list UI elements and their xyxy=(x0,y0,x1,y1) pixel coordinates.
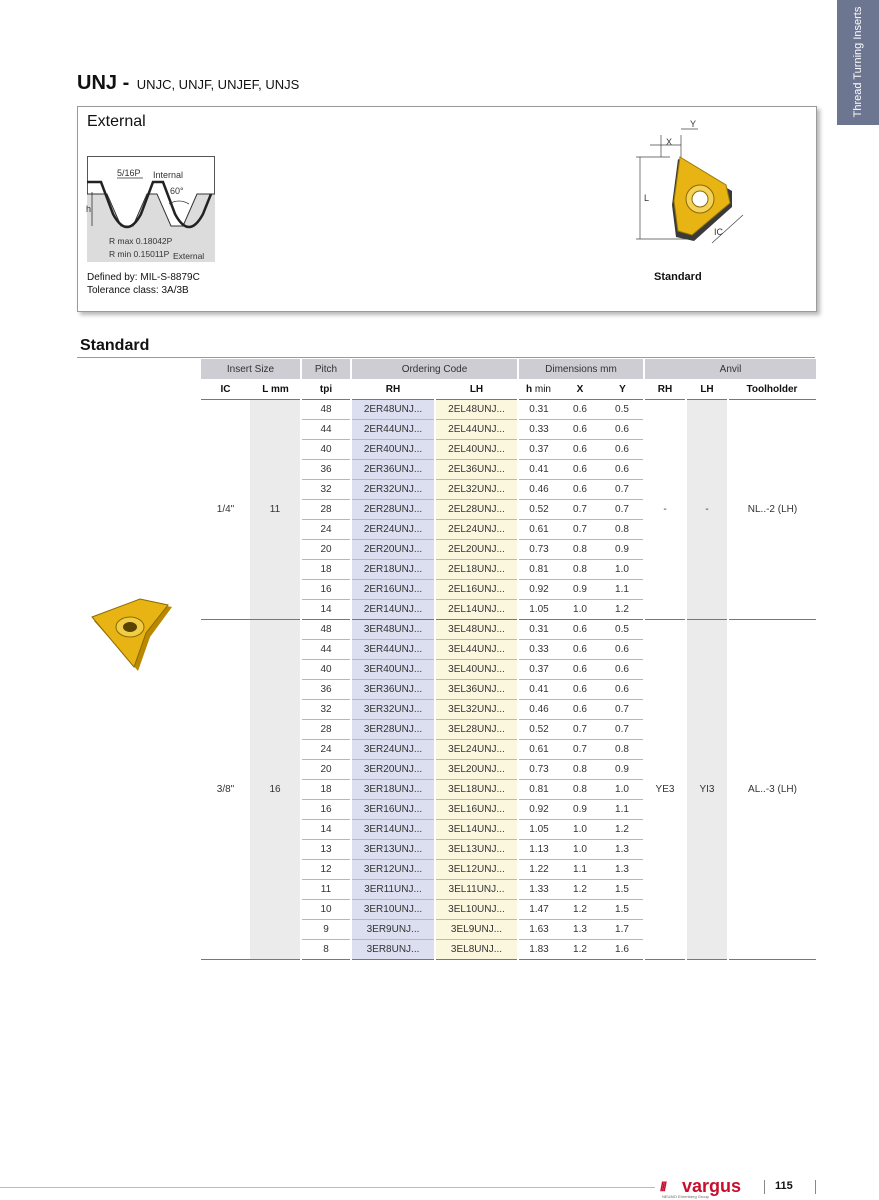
h-min-cell: 0.41 xyxy=(518,460,559,480)
hdr-anvil: Anvil xyxy=(644,359,816,379)
x-cell: 1.2 xyxy=(559,940,601,960)
thread-profile-diagram xyxy=(87,156,215,262)
x-cell: 0.6 xyxy=(559,660,601,680)
h-min-cell: 0.46 xyxy=(518,700,559,720)
lh-code-cell: 3EL9UNJ... xyxy=(435,920,518,940)
profile-rmin-label: R min 0.15011P xyxy=(109,249,170,259)
col-lh: LH xyxy=(435,379,518,400)
profile-external-label: External xyxy=(173,251,205,261)
h-min-cell: 1.05 xyxy=(518,600,559,620)
x-cell: 0.6 xyxy=(559,700,601,720)
ic-cell: 1/4" xyxy=(201,400,250,620)
rh-code-cell: 3ER11UNJ... xyxy=(351,880,435,900)
toolholder-cell: AL..-3 (LH) xyxy=(728,620,816,960)
col-x: X xyxy=(559,379,601,400)
tpi-cell: 28 xyxy=(301,500,351,520)
section-divider xyxy=(77,357,815,358)
tpi-cell: 18 xyxy=(301,780,351,800)
tpi-cell: 40 xyxy=(301,660,351,680)
y-cell: 0.9 xyxy=(601,760,644,780)
group-header-row xyxy=(201,359,816,379)
h-min-cell: 0.61 xyxy=(518,740,559,760)
insert-dimension-diagram xyxy=(628,115,778,255)
h-min-cell: 0.31 xyxy=(518,620,559,640)
rh-code-cell: 2ER18UNJ... xyxy=(351,560,435,580)
x-cell: 1.2 xyxy=(559,880,601,900)
h-min-cell: 0.92 xyxy=(518,800,559,820)
y-cell: 0.7 xyxy=(601,700,644,720)
x-cell: 0.6 xyxy=(559,640,601,660)
lh-code-cell: 3EL12UNJ... xyxy=(435,860,518,880)
h-min-cell: 0.31 xyxy=(518,400,559,420)
y-cell: 1.0 xyxy=(601,560,644,580)
tpi-cell: 8 xyxy=(301,940,351,960)
section-title: Standard xyxy=(80,337,150,354)
hdr-insert-size: Insert Size xyxy=(201,359,301,379)
rh-code-cell: 3ER44UNJ... xyxy=(351,640,435,660)
lh-code-cell: 2EL44UNJ... xyxy=(435,420,518,440)
tpi-cell: 24 xyxy=(301,740,351,760)
rh-code-cell: 2ER20UNJ... xyxy=(351,540,435,560)
h-min-cell: 0.61 xyxy=(518,520,559,540)
tpi-cell: 24 xyxy=(301,520,351,540)
h-min-cell: 1.22 xyxy=(518,860,559,880)
y-cell: 0.7 xyxy=(601,480,644,500)
page-separator xyxy=(764,1180,765,1194)
h-min-cell: 0.81 xyxy=(518,780,559,800)
logo-mark: /// xyxy=(660,1179,665,1194)
col-rh: RH xyxy=(351,379,435,400)
h-min-cell: 1.13 xyxy=(518,840,559,860)
x-cell: 1.2 xyxy=(559,900,601,920)
rh-code-cell: 3ER24UNJ... xyxy=(351,740,435,760)
logo-tagline: NEUMO Ehrenberg Group xyxy=(662,1194,709,1199)
profile-angle-label: 60° xyxy=(170,186,184,196)
rh-code-cell: 3ER18UNJ... xyxy=(351,780,435,800)
title-main: UNJ - xyxy=(77,72,135,94)
external-heading: External xyxy=(87,113,146,130)
y-cell: 1.1 xyxy=(601,580,644,600)
rh-code-cell: 2ER16UNJ... xyxy=(351,580,435,600)
tpi-cell: 20 xyxy=(301,540,351,560)
lh-code-cell: 2EL18UNJ... xyxy=(435,560,518,580)
lh-code-cell: 3EL8UNJ... xyxy=(435,940,518,960)
col-lmm: L mm xyxy=(250,379,301,400)
tpi-cell: 32 xyxy=(301,480,351,500)
profile-h-label: h xyxy=(86,204,92,214)
page-number: 115 xyxy=(775,1180,793,1192)
y-cell: 0.6 xyxy=(601,660,644,680)
lh-code-cell: 3EL36UNJ... xyxy=(435,680,518,700)
x-cell: 0.8 xyxy=(559,560,601,580)
y-cell: 1.1 xyxy=(601,800,644,820)
lh-code-cell: 2EL40UNJ... xyxy=(435,440,518,460)
x-cell: 0.6 xyxy=(559,680,601,700)
rh-code-cell: 2ER48UNJ... xyxy=(351,400,435,420)
y-cell: 1.2 xyxy=(601,820,644,840)
y-cell: 1.3 xyxy=(601,840,644,860)
x-cell: 0.9 xyxy=(559,800,601,820)
lh-code-cell: 2EL32UNJ... xyxy=(435,480,518,500)
rh-code-cell: 2ER36UNJ... xyxy=(351,460,435,480)
h-min-cell: 0.73 xyxy=(518,760,559,780)
anvil-lh-cell: YI3 xyxy=(686,620,728,960)
lh-code-cell: 2EL24UNJ... xyxy=(435,520,518,540)
page-title xyxy=(77,72,299,95)
rh-code-cell: 3ER12UNJ... xyxy=(351,860,435,880)
lh-code-cell: 3EL13UNJ... xyxy=(435,840,518,860)
definition-text xyxy=(87,271,200,297)
rh-code-cell: 2ER44UNJ... xyxy=(351,420,435,440)
lh-code-cell: 3EL14UNJ... xyxy=(435,820,518,840)
x-cell: 1.3 xyxy=(559,920,601,940)
rh-code-cell: 2ER24UNJ... xyxy=(351,520,435,540)
lh-code-cell: 3EL10UNJ... xyxy=(435,900,518,920)
anvil-rh-cell: - xyxy=(644,400,686,620)
y-cell: 0.6 xyxy=(601,420,644,440)
tpi-cell: 10 xyxy=(301,900,351,920)
y-cell: 0.6 xyxy=(601,680,644,700)
x-cell: 1.0 xyxy=(559,840,601,860)
h-min-cell: 0.46 xyxy=(518,480,559,500)
insert-photo xyxy=(88,593,178,673)
profile-internal-label: Internal xyxy=(153,170,184,180)
x-cell: 0.6 xyxy=(559,400,601,420)
h-min-cell: 1.47 xyxy=(518,900,559,920)
col-hmin-h: h xyxy=(525,383,533,395)
y-cell: 0.6 xyxy=(601,460,644,480)
table-row xyxy=(201,400,816,420)
profile-pitch-label: 5/16P xyxy=(117,168,141,178)
tpi-cell: 20 xyxy=(301,760,351,780)
y-cell: 0.6 xyxy=(601,640,644,660)
lh-code-cell: 2EL36UNJ... xyxy=(435,460,518,480)
tpi-cell: 14 xyxy=(301,600,351,620)
col-hmin-min: min xyxy=(532,383,551,395)
x-cell: 0.8 xyxy=(559,760,601,780)
lh-code-cell: 3EL40UNJ... xyxy=(435,660,518,680)
lh-code-cell: 2EL16UNJ... xyxy=(435,580,518,600)
l-cell: 16 xyxy=(250,620,301,960)
anvil-rh-cell: YE3 xyxy=(644,620,686,960)
h-min-cell: 0.52 xyxy=(518,500,559,520)
tpi-cell: 44 xyxy=(301,640,351,660)
y-cell: 0.8 xyxy=(601,740,644,760)
x-cell: 0.7 xyxy=(559,500,601,520)
tpi-cell: 16 xyxy=(301,580,351,600)
h-min-cell: 0.33 xyxy=(518,420,559,440)
lh-code-cell: 3EL44UNJ... xyxy=(435,640,518,660)
tpi-cell: 14 xyxy=(301,820,351,840)
side-tab-label: Thread Turning Inserts xyxy=(852,6,864,118)
h-min-cell: 0.37 xyxy=(518,440,559,460)
l-cell: 11 xyxy=(250,400,301,620)
y-cell: 1.6 xyxy=(601,940,644,960)
y-cell: 0.8 xyxy=(601,520,644,540)
hdr-pitch: Pitch xyxy=(301,359,351,379)
hdr-ordering-code: Ordering Code xyxy=(351,359,518,379)
x-cell: 0.6 xyxy=(559,440,601,460)
rh-code-cell: 3ER28UNJ... xyxy=(351,720,435,740)
rh-code-cell: 3ER16UNJ... xyxy=(351,800,435,820)
col-tpi: tpi xyxy=(301,379,351,400)
h-min-cell: 1.63 xyxy=(518,920,559,940)
anvil-lh-cell: - xyxy=(686,400,728,620)
y-cell: 0.6 xyxy=(601,440,644,460)
tpi-cell: 16 xyxy=(301,800,351,820)
lh-code-cell: 3EL32UNJ... xyxy=(435,700,518,720)
page-separator-right xyxy=(815,1180,816,1194)
x-cell: 0.6 xyxy=(559,620,601,640)
x-cell: 0.9 xyxy=(559,580,601,600)
rh-code-cell: 3ER32UNJ... xyxy=(351,700,435,720)
y-cell: 1.2 xyxy=(601,600,644,620)
tpi-cell: 18 xyxy=(301,560,351,580)
y-cell: 1.3 xyxy=(601,860,644,880)
rh-code-cell: 2ER32UNJ... xyxy=(351,480,435,500)
standard-caption: Standard xyxy=(654,271,702,283)
insert-y-label: Y xyxy=(690,119,697,129)
spec-table xyxy=(201,359,816,960)
col-anvil-lh: LH xyxy=(686,379,728,400)
lh-code-cell: 3EL48UNJ... xyxy=(435,620,518,640)
lh-code-cell: 2EL48UNJ... xyxy=(435,400,518,420)
col-anvil-rh: RH xyxy=(644,379,686,400)
y-cell: 0.5 xyxy=(601,400,644,420)
tpi-cell: 13 xyxy=(301,840,351,860)
x-cell: 0.6 xyxy=(559,460,601,480)
lh-code-cell: 2EL28UNJ... xyxy=(435,500,518,520)
x-cell: 0.8 xyxy=(559,780,601,800)
lh-code-cell: 3EL28UNJ... xyxy=(435,720,518,740)
tpi-cell: 12 xyxy=(301,860,351,880)
h-min-cell: 1.33 xyxy=(518,880,559,900)
rh-code-cell: 3ER36UNJ... xyxy=(351,680,435,700)
y-cell: 0.7 xyxy=(601,500,644,520)
lh-code-cell: 2EL14UNJ... xyxy=(435,600,518,620)
x-cell: 1.0 xyxy=(559,820,601,840)
rh-code-cell: 2ER28UNJ... xyxy=(351,500,435,520)
rh-code-cell: 3ER14UNJ... xyxy=(351,820,435,840)
tpi-cell: 28 xyxy=(301,720,351,740)
toolholder-cell: NL..-2 (LH) xyxy=(728,400,816,620)
y-cell: 0.9 xyxy=(601,540,644,560)
tpi-cell: 40 xyxy=(301,440,351,460)
defined-by: Defined by: MIL-S-8879C xyxy=(87,272,200,283)
h-min-cell: 1.05 xyxy=(518,820,559,840)
tpi-cell: 44 xyxy=(301,420,351,440)
h-min-cell: 0.37 xyxy=(518,660,559,680)
insert-ic-label: IC xyxy=(714,227,723,237)
lh-code-cell: 3EL11UNJ... xyxy=(435,880,518,900)
rh-code-cell: 3ER40UNJ... xyxy=(351,660,435,680)
rh-code-cell: 3ER13UNJ... xyxy=(351,840,435,860)
profile-rmax-label: R max 0.18042P xyxy=(109,236,173,246)
tpi-cell: 9 xyxy=(301,920,351,940)
insert-l-label: L xyxy=(644,193,650,203)
column-header-row xyxy=(201,379,816,400)
y-cell: 1.0 xyxy=(601,780,644,800)
external-box xyxy=(77,106,817,312)
ic-cell: 3/8" xyxy=(201,620,250,960)
side-tab xyxy=(837,0,879,125)
y-cell: 1.7 xyxy=(601,920,644,940)
rh-code-cell: 3ER20UNJ... xyxy=(351,760,435,780)
h-min-cell: 0.81 xyxy=(518,560,559,580)
rh-code-cell: 3ER48UNJ... xyxy=(351,620,435,640)
y-cell: 1.5 xyxy=(601,880,644,900)
h-min-cell: 0.52 xyxy=(518,720,559,740)
col-y: Y xyxy=(601,379,644,400)
tpi-cell: 48 xyxy=(301,620,351,640)
x-cell: 1.1 xyxy=(559,860,601,880)
logo-name: vargus xyxy=(682,1176,742,1196)
vargus-logo xyxy=(660,1176,760,1198)
x-cell: 0.6 xyxy=(559,480,601,500)
rh-code-cell: 2ER14UNJ... xyxy=(351,600,435,620)
tpi-cell: 32 xyxy=(301,700,351,720)
insert-x-label: X xyxy=(666,137,673,147)
h-min-cell: 0.73 xyxy=(518,540,559,560)
title-sub: UNJC, UNJF, UNJEF, UNJS xyxy=(136,77,300,92)
hdr-dimensions: Dimensions mm xyxy=(518,359,644,379)
tpi-cell: 36 xyxy=(301,460,351,480)
lh-code-cell: 3EL16UNJ... xyxy=(435,800,518,820)
tolerance-class: Tolerance class: 3A/3B xyxy=(87,285,189,296)
lh-code-cell: 2EL20UNJ... xyxy=(435,540,518,560)
col-hmin xyxy=(518,379,559,400)
y-cell: 1.5 xyxy=(601,900,644,920)
lh-code-cell: 3EL18UNJ... xyxy=(435,780,518,800)
rh-code-cell: 2ER40UNJ... xyxy=(351,440,435,460)
tpi-cell: 36 xyxy=(301,680,351,700)
rh-code-cell: 3ER8UNJ... xyxy=(351,940,435,960)
h-min-cell: 0.33 xyxy=(518,640,559,660)
col-ic: IC xyxy=(201,379,250,400)
x-cell: 0.6 xyxy=(559,420,601,440)
x-cell: 0.8 xyxy=(559,540,601,560)
tpi-cell: 11 xyxy=(301,880,351,900)
y-cell: 0.7 xyxy=(601,720,644,740)
x-cell: 0.7 xyxy=(559,740,601,760)
x-cell: 0.7 xyxy=(559,720,601,740)
x-cell: 0.7 xyxy=(559,520,601,540)
x-cell: 1.0 xyxy=(559,600,601,620)
h-min-cell: 0.92 xyxy=(518,580,559,600)
h-min-cell: 1.83 xyxy=(518,940,559,960)
lh-code-cell: 3EL20UNJ... xyxy=(435,760,518,780)
h-min-cell: 0.41 xyxy=(518,680,559,700)
tpi-cell: 48 xyxy=(301,400,351,420)
y-cell: 0.5 xyxy=(601,620,644,640)
col-toolholder: Toolholder xyxy=(728,379,816,400)
rh-code-cell: 3ER9UNJ... xyxy=(351,920,435,940)
table-row xyxy=(201,620,816,640)
footer-line xyxy=(0,1187,655,1188)
rh-code-cell: 3ER10UNJ... xyxy=(351,900,435,920)
lh-code-cell: 3EL24UNJ... xyxy=(435,740,518,760)
